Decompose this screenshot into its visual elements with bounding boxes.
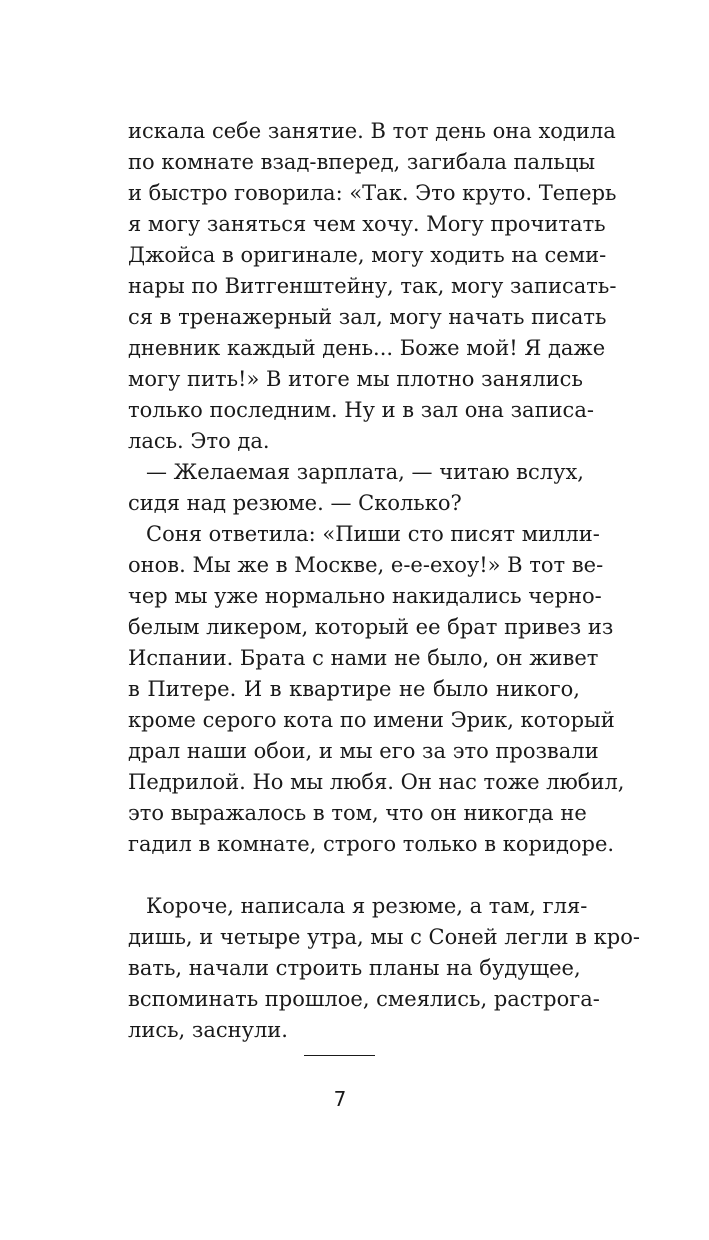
text-line: искала себе занятие. В тот день она ходила (128, 119, 616, 143)
text-line: это выражалось в том, что он никогда не (128, 801, 587, 825)
text-line: чер мы уже нормально накидались черно- (128, 584, 602, 608)
text-line: лась. Это да. (128, 429, 270, 453)
text-line: Короче, написала я резюме, а там, гля- (146, 894, 588, 918)
text-line: ся в тренажерный зал, могу начать писать (128, 305, 607, 329)
text-line: вспоминать прошлое, смеялись, растрога- (128, 987, 600, 1011)
text-line: дишь, и четыре утра, мы с Соней легли в кро- (128, 925, 640, 949)
text-line: Испании. Брата с нами не было, он живет (128, 646, 599, 670)
text-line: в Питере. И в квартире не было никого, (128, 677, 580, 701)
text-line: вать, начали строить планы на будущее, (128, 956, 581, 980)
text-line: белым ликером, который ее брат привез из (128, 615, 614, 639)
text-line: Джойса в оригинале, могу ходить на семи- (128, 243, 607, 267)
text-line: лись, заснули. (128, 1018, 288, 1042)
text-line: гадил в комнате, строго только в коридоре. (128, 832, 615, 856)
text-line: только последним. Ну и в зал она записа- (128, 398, 594, 422)
text-line: Соня ответила: «Пиши сто писят милли- (146, 522, 600, 546)
text-line: кроме серого кота по имени Эрик, который (128, 708, 615, 732)
text-line: Педрилой. Но мы любя. Он нас тоже любил, (128, 770, 625, 794)
text-line: нары по Витгенштейну, так, могу записать- (128, 274, 617, 298)
text-line: онов. Мы же в Москве, е-е-ехоу!» В тот ве- (128, 553, 604, 577)
text-line: я могу заняться чем хочу. Могу прочитать (128, 212, 606, 236)
text-line: и быстро говорила: «Так. Это круто. Теперь (128, 181, 617, 205)
text-line: могу пить!» В итоге мы плотно занялись (128, 367, 583, 391)
text-line: — Желаемая зарплата, — читаю вслух, (146, 460, 584, 484)
text-line: драл наши обои, и мы его за это прозвали (128, 739, 599, 763)
page-number: 7 (333, 1087, 347, 1111)
footer-separator (304, 1055, 375, 1056)
text-line: сидя над резюме. — Сколько? (128, 491, 462, 515)
text-line: по комнате взад-вперед, загибала пальцы (128, 150, 596, 174)
text-line: дневник каждый день... Боже мой! Я даже (128, 336, 606, 360)
